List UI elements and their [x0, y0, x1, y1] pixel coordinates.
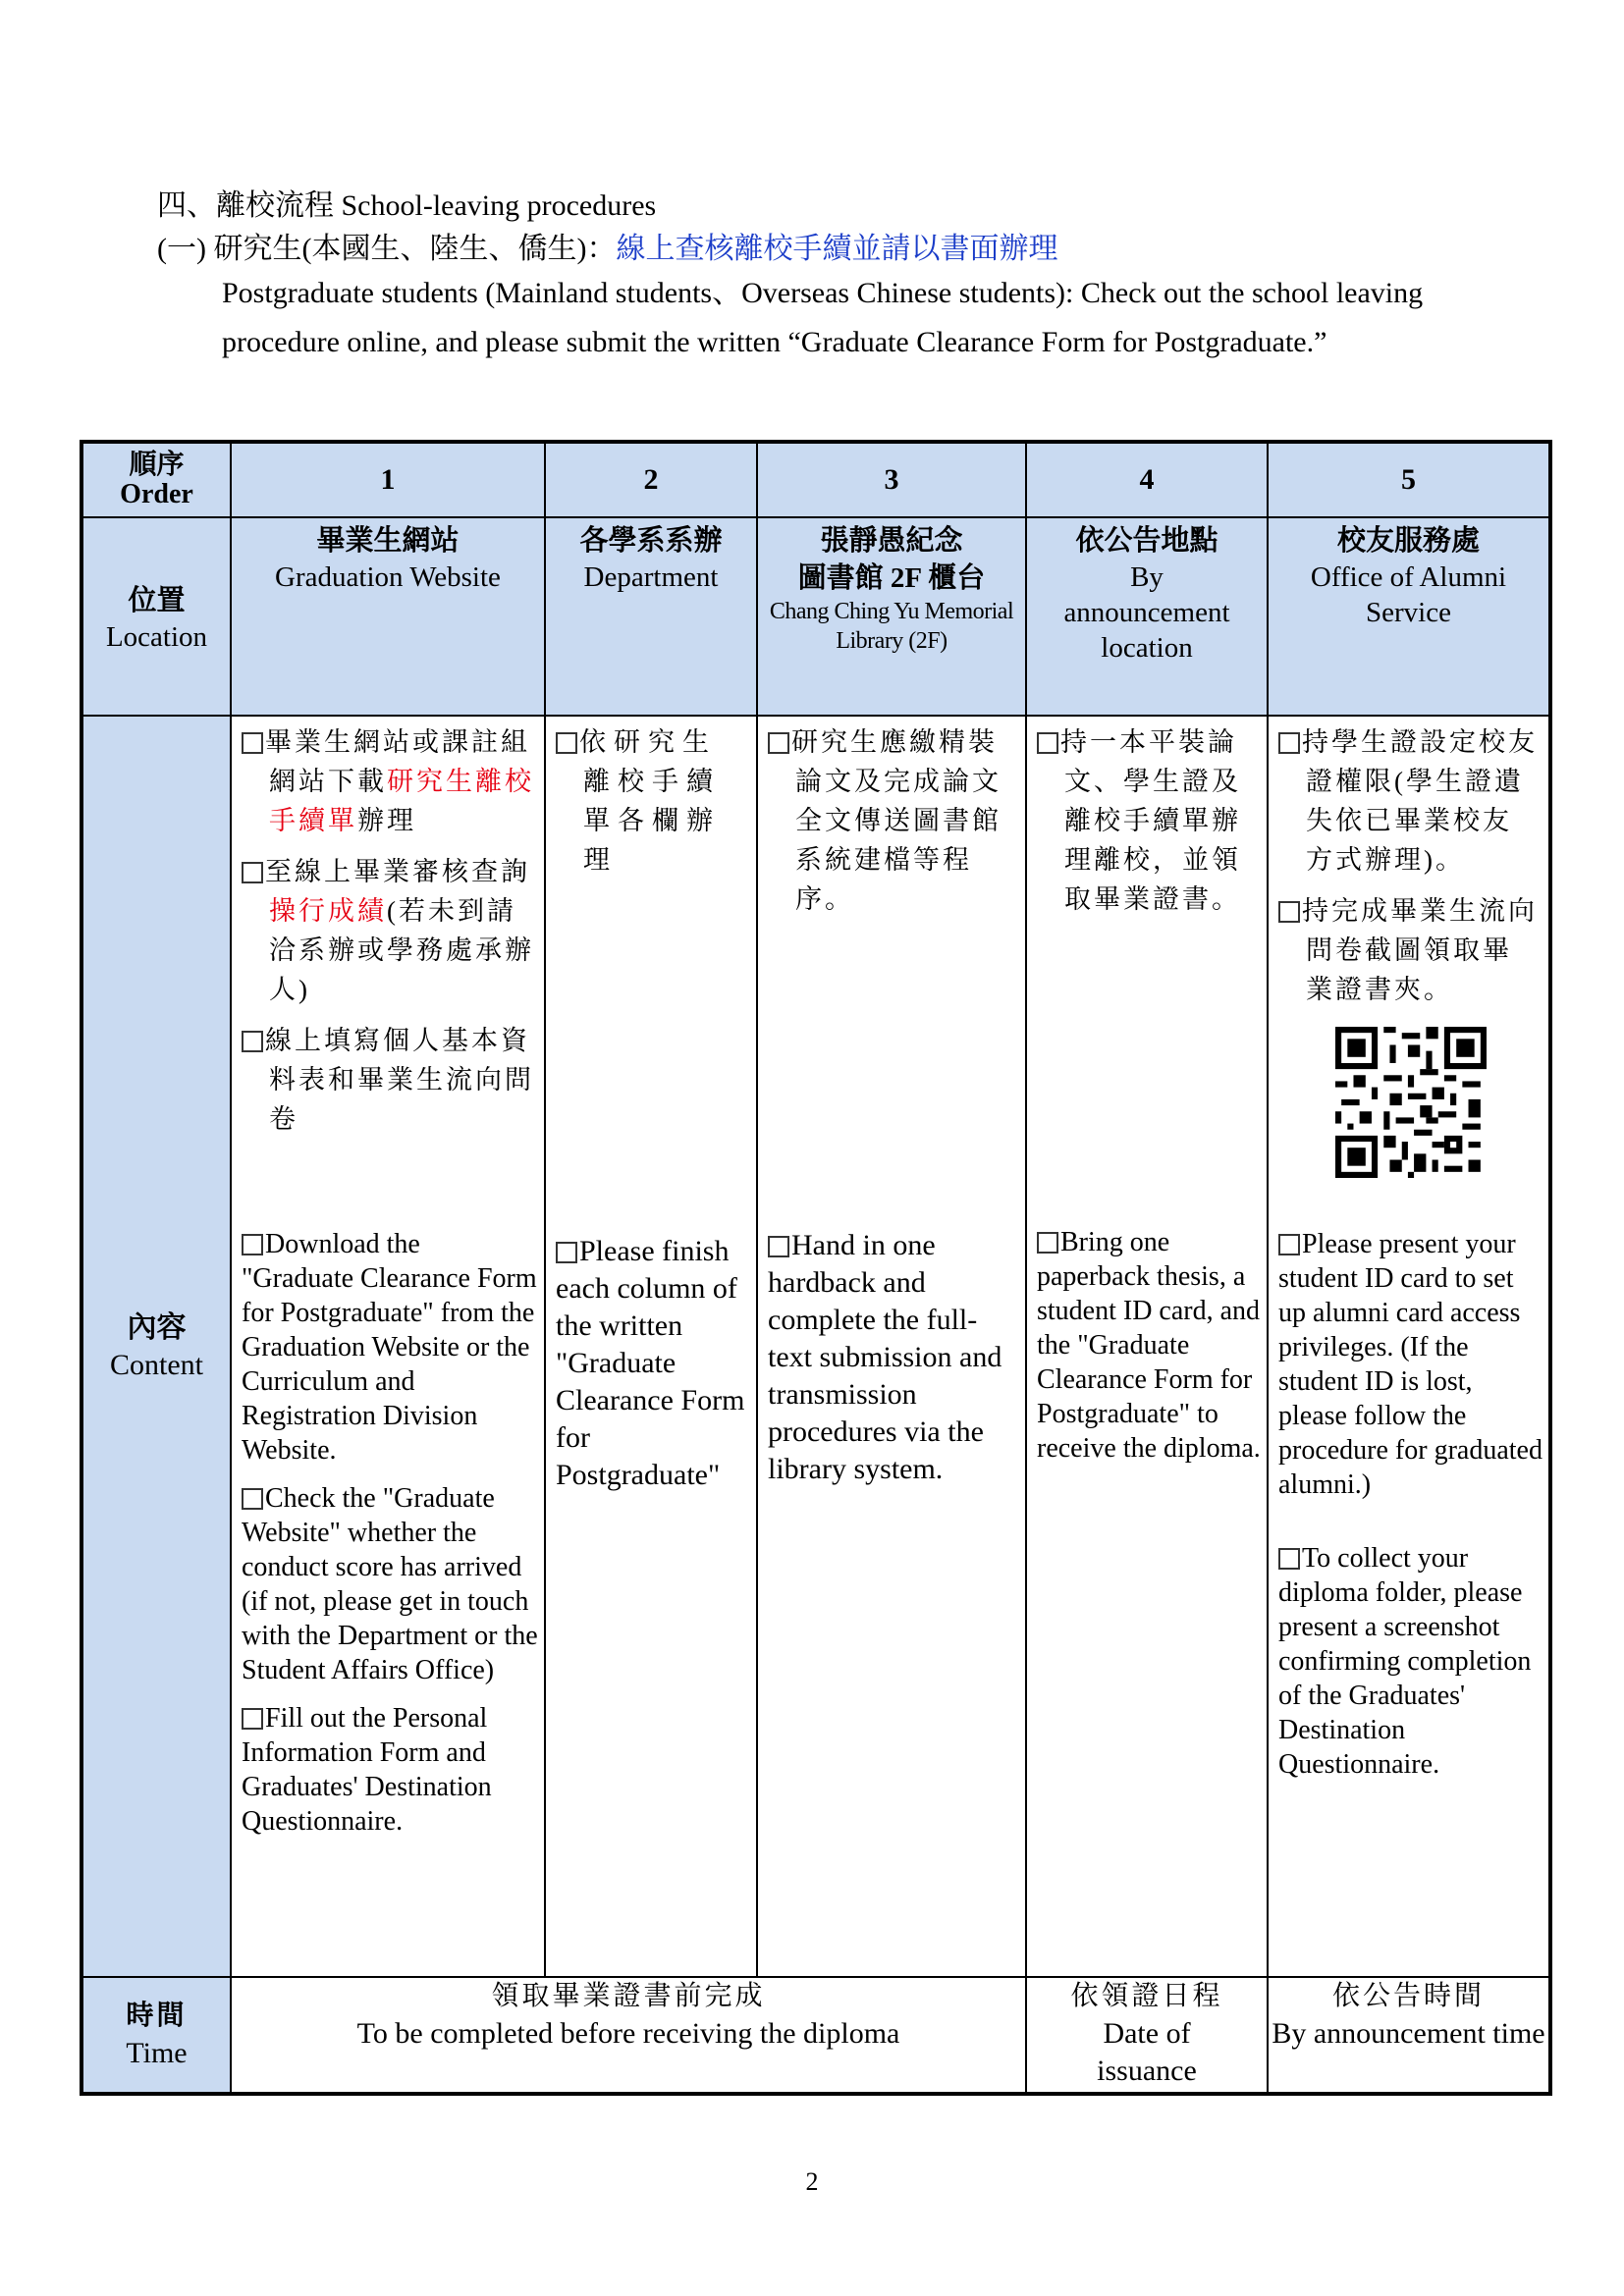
checkbox[interactable]: [1278, 1548, 1300, 1570]
order-1: 1: [231, 442, 545, 517]
time-4-en: Date of issuance: [1097, 2017, 1197, 2087]
col1-zh-item-3: [242, 1021, 536, 1139]
order-2: 2: [545, 442, 757, 517]
col3-en1-text: Hand in one hardback and complete the full-text submission and transmission procedures via the library system.: [768, 1229, 1002, 1485]
col5-en-item-1: [1278, 1227, 1543, 1502]
order-header: [81, 442, 231, 517]
col4-en-item-1: [1037, 1225, 1261, 1466]
order-header-en: Order: [120, 479, 193, 509]
location-row: [81, 517, 1550, 716]
time-header-zh: 時間: [126, 2001, 188, 2031]
col5-en-item-2: [1278, 1541, 1543, 1782]
order-row: [81, 442, 1550, 517]
location-1: [231, 517, 545, 716]
col2-zh-item-1: [556, 722, 748, 880]
col4-zh1-text: 持一本平裝論文、學生證及離校手續單辦理離校，並領取畢業證書。: [1060, 727, 1241, 914]
checkbox[interactable]: [242, 1234, 263, 1255]
subsection-heading: [157, 230, 1532, 269]
location-2-zh: 各學系系辦: [579, 525, 723, 557]
col5-zh2-text: 持完成畢業生流向問卷截圖領取畢業證書夾。: [1302, 896, 1538, 1004]
order-5: 5: [1268, 442, 1550, 517]
checkbox[interactable]: [1278, 901, 1300, 923]
col1-zh-item-2: [242, 852, 536, 1009]
location-1-en: Graduation Website: [275, 561, 501, 593]
content-col-4: [1026, 716, 1268, 1977]
col1-en-item-1: [242, 1227, 538, 1468]
checkbox[interactable]: [1278, 1234, 1300, 1255]
time-5-zh: 依公告時間: [1331, 1981, 1485, 2011]
location-5-en: Office of Alumni Service: [1310, 561, 1507, 628]
qr-code-icon[interactable]: [1335, 1027, 1487, 1178]
content-col-5: [1268, 716, 1550, 1977]
checkbox[interactable]: [242, 1708, 263, 1730]
col2-en-block: [556, 1233, 750, 1508]
col1-en3-text: Fill out the Personal Information Form and Graduates' Destination Questionnaire.: [242, 1703, 492, 1837]
col4-zh-item-1: [1037, 722, 1259, 919]
col1-zh1-red: 研究生離校手續單: [269, 767, 534, 835]
location-5-zh: 校友服務處: [1336, 525, 1480, 557]
col1-en-item-3: [242, 1701, 538, 1839]
order-header-zh: 順序: [129, 450, 185, 480]
time-header-en: Time: [126, 2037, 188, 2069]
col2-en-item-1: [556, 1233, 750, 1494]
content-col-3: [757, 716, 1026, 1977]
col5-zh-item-2: [1278, 891, 1541, 1009]
col4-zh-block: [1037, 722, 1259, 931]
col1-zh2-tail: (若未到請洽系辦或學務處承辦人): [269, 896, 534, 1004]
location-3-zh: 張靜愚紀念 圖書館 2F 櫃台: [797, 525, 986, 594]
col1-zh1-tail: 辦理: [357, 806, 416, 835]
location-5: [1268, 517, 1550, 716]
col1-zh-block: [242, 722, 536, 1150]
order-3: 3: [757, 442, 1026, 517]
subsection-prefix: (一) 研究生(本國生、陸生、僑生)：: [157, 233, 617, 265]
checkbox[interactable]: [1037, 1232, 1058, 1254]
content-header-en: Content: [110, 1348, 203, 1381]
time-step-4: [1026, 1977, 1268, 2094]
col1-zh-item-1: [242, 722, 536, 840]
col5-en2-text: To collect your diploma folder, please present a screenshot confirming completion of the Graduates' Destination Questionnaire.: [1278, 1543, 1532, 1780]
col1-en-item-2: [242, 1481, 538, 1687]
col4-en1-text: Bring one paperback thesis, a student ID card, and the "Graduate Clearance Form for Postgraduate" to receive the diploma.: [1037, 1227, 1261, 1464]
location-header-en: Location: [105, 621, 208, 653]
checkbox[interactable]: [242, 732, 263, 754]
col2-zh1-text: 依研究生離校手續單各欄辦理: [579, 727, 721, 875]
location-3: [757, 517, 1026, 716]
col5-zh1-text: 持學生證設定校友證權限(學生證遺失依已畢業校友方式辦理)。: [1302, 727, 1538, 875]
subsection-highlight: 線上查核離校手續並請以書面辦理: [616, 233, 1058, 265]
location-4-en: By announcement location: [1063, 561, 1230, 664]
col3-zh1-text: 研究生應繳精裝論文及完成論文全文傳送圖書館系統建檔等程序。: [791, 727, 1001, 914]
checkbox[interactable]: [556, 1242, 577, 1263]
col4-en-block: [1037, 1225, 1261, 1479]
location-header: [81, 517, 231, 716]
content-col-2: [545, 716, 757, 1977]
col1-zh2-text: 至線上畢業審核查詢: [265, 857, 530, 886]
intro-section: [157, 187, 1532, 367]
checkbox[interactable]: [242, 1488, 263, 1510]
col5-en-block: [1278, 1227, 1543, 1795]
col3-en-block: [768, 1227, 1019, 1502]
procedure-table: [80, 440, 1552, 2096]
col5-zh-item-1: [1278, 722, 1541, 880]
col1-zh1-text: 畢業生網站或課註組網站下載: [265, 727, 530, 796]
col3-en-item-1: [768, 1227, 1019, 1488]
col3-zh-block: [768, 722, 1017, 931]
time-header: [81, 1977, 231, 2094]
location-3-en: Chang Ching Yu Memorial Library (2F): [769, 599, 1014, 654]
location-1-zh: 畢業生網站: [316, 525, 460, 557]
col5-en1-text: Please present your student ID card to set up alumni card access privileges. (If the student ID is lost, please follow the procedure for graduated alumni.): [1278, 1229, 1543, 1500]
time-steps-1-3: [231, 1977, 1026, 2094]
col2-en1-text: Please finish each column of the written "Graduate Clearance Form for Postgraduate": [556, 1235, 745, 1491]
time-1-3-zh: 領取畢業證書前完成: [491, 1981, 766, 2011]
order-4: 4: [1026, 442, 1268, 517]
content-row: [81, 716, 1550, 1977]
col1-en2-text: Check the "Graduate Website" whether the conduct score has arrived (if not, please get in touch with the Department or the Student Affairs Office): [242, 1483, 538, 1685]
col3-zh-item-1: [768, 722, 1017, 919]
checkbox[interactable]: [768, 732, 789, 754]
page-number: 2: [805, 2167, 819, 2196]
checkbox[interactable]: [768, 1236, 789, 1257]
col2-zh-block: [556, 722, 748, 891]
content-header: [81, 716, 231, 1977]
intro-english: Postgraduate students (Mainland students、Overseas Chinese students): Check out the school leaving procedure online, and please submit the written “Graduate Clearance Form for Postgraduate.”: [222, 277, 1424, 358]
checkbox[interactable]: [556, 732, 577, 754]
col5-zh-block: [1278, 722, 1541, 1021]
location-4: [1026, 517, 1268, 716]
time-1-3-en: To be completed before receiving the diploma: [356, 2017, 900, 2050]
col1-zh3-text: 線上填寫個人基本資料表和畢業生流向問卷: [265, 1026, 534, 1134]
time-step-5: [1268, 1977, 1550, 2094]
checkbox[interactable]: [1278, 732, 1300, 754]
location-2-en: Department: [583, 561, 719, 593]
content-col-1: [231, 716, 545, 1977]
time-5-en: By announcement time: [1272, 2017, 1545, 2050]
time-4-zh: 依領證日程: [1070, 1981, 1223, 2011]
location-2: [545, 517, 757, 716]
col1-zh2-red: 操行成績: [269, 896, 387, 926]
time-row: [81, 1977, 1550, 2094]
location-4-zh: 依公告地點: [1075, 525, 1218, 557]
checkbox[interactable]: [242, 862, 263, 883]
checkbox[interactable]: [1037, 732, 1058, 754]
content-header-zh: 內容: [127, 1310, 187, 1344]
location-header-zh: 位置: [128, 585, 186, 616]
section-heading: 四、離校流程 School-leaving procedures: [157, 189, 657, 222]
col1-en-block: [242, 1227, 538, 1852]
checkbox[interactable]: [242, 1031, 263, 1052]
col1-en1-text: Download the "Graduate Clearance Form for Postgraduate" from the Graduation Website or the Curriculum and Registration Division Website.: [242, 1229, 537, 1466]
